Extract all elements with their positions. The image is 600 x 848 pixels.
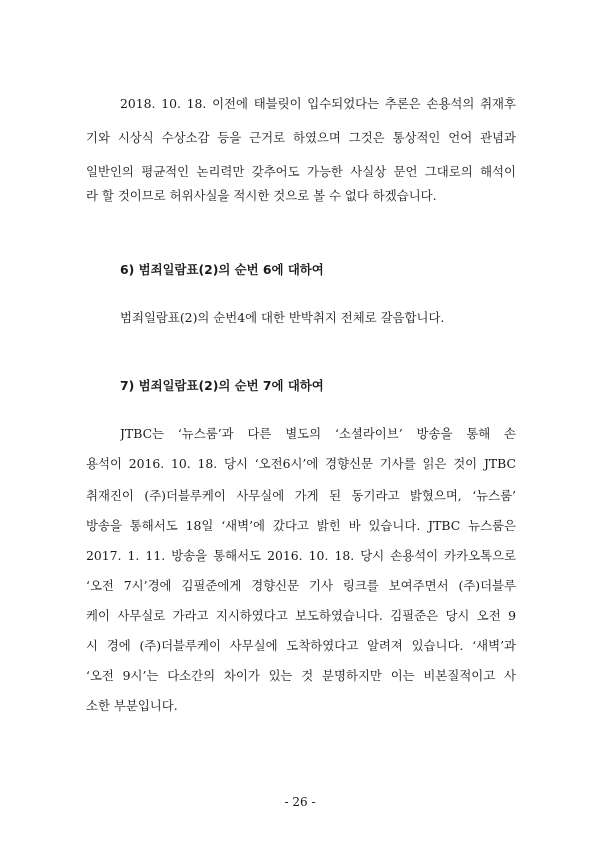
paragraph-line: 방송을 통해서도 18일 ‘새벽’에 갔다고 밝힌 바 있습니다. JTBC 뉴스룸은 bbox=[86, 518, 516, 533]
paragraph-line: 2017. 1. 11. 방송을 통해서도 2016. 10. 18. 당시 손용석이 카카오톡으로 bbox=[86, 548, 516, 563]
paragraph-line: 일반인의 평균적인 논리력만 갖추어도 가능한 사실상 문언 그대로의 해석이 bbox=[86, 164, 516, 179]
paragraph-line: 라 할 것이므로 허위사실을 적시한 것으로 볼 수 없다 하겠습니다. bbox=[86, 188, 437, 203]
section-7-heading: 7) 범죄일람표(2)의 순번 7에 대하여 bbox=[120, 378, 324, 393]
paragraph-line: 용석이 2016. 10. 18. 당시 ‘오전6시’에 경향신문 기사를 읽은 것이 JTBC bbox=[86, 456, 516, 471]
section-6-body: 범죄일람표(2)의 순번4에 대한 반박취지 전체로 갈음합니다. bbox=[120, 310, 445, 325]
page-number: - 26 - bbox=[284, 795, 316, 809]
paragraph-line: 케이 사무실로 가라고 지시하였다고 보도하였습니다. 김필준은 당시 오전 9 bbox=[86, 608, 516, 623]
paragraph-line: 2018. 10. 18. 이전에 태블릿이 입수되었다는 추론은 손용석의 취재후 bbox=[120, 96, 516, 111]
paragraph-line: 소한 부분입니다. bbox=[86, 698, 178, 713]
paragraph-line: 기와 시상식 수상소감 등을 근거로 하였으며 그것은 통상적인 언어 관념과 bbox=[86, 130, 516, 145]
paragraph-line: 시 경에 (주)더블루케이 사무실에 도착하였다고 알려져 있습니다. ‘새벽’과 bbox=[86, 638, 516, 653]
paragraph-line: 취재진이 (주)더블루케이 사무실에 가게 된 동기라고 밝혔으며, ‘뉴스룸’ bbox=[86, 488, 516, 503]
paragraph-line: JTBC는 ‘뉴스룸’과 다른 별도의 ‘소셜라이브’ 방송을 통해 손 bbox=[120, 426, 516, 441]
paragraph-line: ‘오전 9시’는 다소간의 차이가 있는 것 분명하지만 이는 비본질적이고 사 bbox=[86, 668, 516, 683]
section-6-heading: 6) 범죄일람표(2)의 순번 6에 대하여 bbox=[120, 262, 324, 277]
paragraph-line: ‘오전 7시’경에 김필준에게 경향신문 기사 링크를 보여주면서 (주)더블루 bbox=[86, 578, 516, 593]
